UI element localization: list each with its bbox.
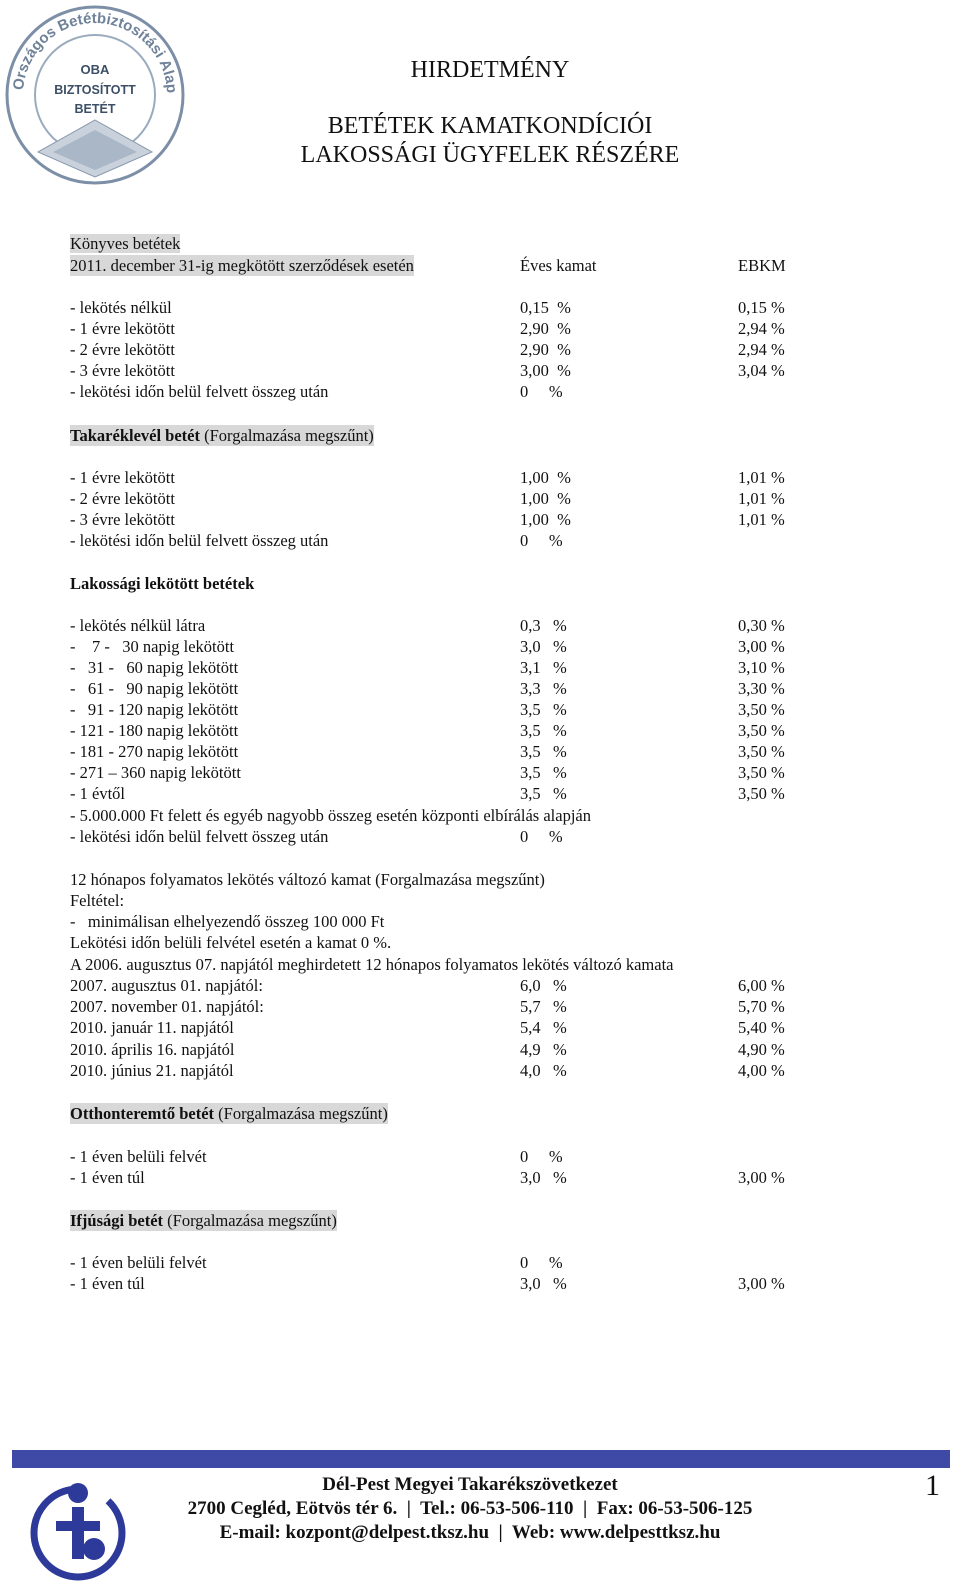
row-rate: 3,5 % xyxy=(520,700,567,719)
row-ebkm: 3,30 % xyxy=(738,679,785,698)
row-rate: 3,1 % xyxy=(520,658,567,677)
footer-address: 2700 Cegléd, Eötvös tér 6. | Tel.: 06-53-506-110 | Fax: 06-53-506-125 xyxy=(187,1498,753,1519)
row-label: 2007. november 01. napjától: xyxy=(70,997,264,1016)
row-label: - 1 éven túl xyxy=(70,1168,145,1187)
row-ebkm: 2,94 % xyxy=(738,319,785,338)
row-label: - 5.000.000 Ft felett és egyéb nagyobb összeg esetén központi elbírálás alapján xyxy=(70,806,591,825)
lakossagi-heading xyxy=(70,573,254,594)
row-label: - 1 éven belüli felvét xyxy=(70,1147,207,1166)
ifjusagi-heading xyxy=(70,1210,337,1231)
row-rate: 3,00 % xyxy=(520,361,571,380)
row-ebkm: 5,40 % xyxy=(738,1018,785,1037)
row-label: - 1 évtől xyxy=(70,784,125,803)
row-rate: 0,3 % xyxy=(520,616,567,635)
row-ebkm: 3,00 % xyxy=(738,1168,785,1187)
page-number: 1 xyxy=(925,1469,940,1502)
row-label: - 1 évre lekötött xyxy=(70,468,175,487)
row-ebkm: 0,30 % xyxy=(738,616,785,635)
row-label: - 1 évre lekötött xyxy=(70,319,175,338)
row-ebkm: 3,50 % xyxy=(738,721,785,740)
row-rate: 2,90 % xyxy=(520,340,571,359)
row-label: - lekötési időn belül felvett összeg után xyxy=(70,531,329,550)
honapos-feltetel: Feltétel: xyxy=(70,891,125,910)
row-label: - lekötési időn belül felvett összeg után xyxy=(70,382,329,401)
row-ebkm: 3,50 % xyxy=(738,700,785,719)
row-rate: 4,0 % xyxy=(520,1061,567,1080)
row-rate: 5,4 % xyxy=(520,1018,567,1037)
row-rate: 2,90 % xyxy=(520,319,571,338)
konyves-heading-text: Könyves betétek xyxy=(70,234,181,253)
row-ebkm: 3,00 % xyxy=(738,1274,785,1293)
col-ebkm-header: EBKM xyxy=(738,256,786,275)
logo-line2: BIZTOSÍTOTT xyxy=(54,83,136,97)
row-rate: 3,0 % xyxy=(520,1274,567,1293)
takareklevel-heading xyxy=(70,425,374,446)
row-label: - lekötés nélkül látra xyxy=(70,616,206,635)
logo-ring-text: Országos Betétbiztosítási Alap xyxy=(10,9,181,94)
row-ebkm: 5,70 % xyxy=(738,997,785,1016)
honapos-note2: A 2006. augusztus 07. napjától meghirdetett 12 hónapos folyamatos lekötés változó kamata xyxy=(70,955,674,974)
lakossagi-heading-text: Lakossági lekötött betétek xyxy=(70,574,255,593)
row-rate: 0 % xyxy=(520,827,563,846)
row-ebkm: 3,50 % xyxy=(738,763,785,782)
row-rate: 0,15 % xyxy=(520,298,571,317)
row-label: - 2 évre lekötött xyxy=(70,489,175,508)
footer-logo xyxy=(28,1475,128,1585)
row-label: 2010. április 16. napjától xyxy=(70,1040,235,1059)
row-ebkm: 6,00 % xyxy=(738,976,785,995)
row-rate: 6,0 % xyxy=(520,976,567,995)
row-rate: 3,3 % xyxy=(520,679,567,698)
col-rate-header: Éves kamat xyxy=(520,256,597,275)
row-rate: 4,9 % xyxy=(520,1040,567,1059)
row-ebkm: 4,90 % xyxy=(738,1040,785,1059)
honapos-heading: 12 hónapos folyamatos lekötés változó kamat (Forgalmazása megszűnt) xyxy=(70,870,545,889)
row-label: - 2 évre lekötött xyxy=(70,340,175,359)
row-ebkm: 1,01 % xyxy=(738,510,785,529)
ifjusagi-heading-rest: (Forgalmazása megszűnt) xyxy=(163,1211,337,1230)
row-label: 2010. január 11. napjától xyxy=(70,1018,234,1037)
row-label: - 121 - 180 napig lekötött xyxy=(70,721,239,740)
row-ebkm: 2,94 % xyxy=(738,340,785,359)
footer-bar xyxy=(12,1450,950,1468)
row-rate: 1,00 % xyxy=(520,510,571,529)
document-title: HIRDETMÉNY xyxy=(410,57,570,83)
row-label: - 3 évre lekötött xyxy=(70,510,175,529)
row-rate: 3,5 % xyxy=(520,763,567,782)
otthon-heading xyxy=(70,1103,388,1124)
row-rate: 0 % xyxy=(520,1253,563,1272)
row-label: - 271 – 360 napig lekötött xyxy=(70,763,241,782)
row-ebkm: 4,00 % xyxy=(738,1061,785,1080)
logo-line3: BETÉT xyxy=(74,102,116,116)
row-label: - 181 - 270 napig lekötött xyxy=(70,742,239,761)
row-rate: 1,00 % xyxy=(520,489,571,508)
row-rate: 3,5 % xyxy=(520,721,567,740)
row-ebkm: 3,00 % xyxy=(738,637,785,656)
row-label: - 3 évre lekötött xyxy=(70,361,175,380)
logo-line1: OBA xyxy=(80,62,110,77)
otthon-heading-rest: (Forgalmazása megszűnt) xyxy=(214,1104,388,1123)
row-label: - lekötési időn belül felvett összeg után xyxy=(70,827,329,846)
row-rate: 0 % xyxy=(520,382,563,401)
row-rate: 5,7 % xyxy=(520,997,567,1016)
ifjusagi-heading-bold: Ifjúsági betét xyxy=(70,1211,164,1230)
document-subtitle-2: LAKOSSÁGI ÜGYFELEK RÉSZÉRE xyxy=(300,142,680,168)
row-rate: 0 % xyxy=(520,1147,563,1166)
footer-company: Dél-Pest Megyei Takarékszövetkezet xyxy=(322,1474,618,1495)
otthon-heading-bold: Otthonteremtő betét xyxy=(70,1104,215,1123)
row-ebkm: 0,15 % xyxy=(738,298,785,317)
row-rate: 1,00 % xyxy=(520,468,571,487)
honapos-note1: Lekötési időn belüli felvétel esetén a kamat 0 %. xyxy=(70,933,392,952)
row-ebkm: 3,04 % xyxy=(738,361,785,380)
row-label: - 1 éven túl xyxy=(70,1274,145,1293)
row-label: 2007. augusztus 01. napjától: xyxy=(70,976,263,995)
row-rate: 0 % xyxy=(520,531,563,550)
konyves-heading xyxy=(70,233,180,254)
row-label: 2010. június 21. napjától xyxy=(70,1061,234,1080)
row-rate: 3,5 % xyxy=(520,784,567,803)
row-label: - lekötés nélkül xyxy=(70,298,172,317)
row-ebkm: 1,01 % xyxy=(738,468,785,487)
takareklevel-heading-bold: Takaréklevél betét xyxy=(70,426,200,445)
document-subtitle-1: BETÉTEK KAMATKONDÍCIÓI xyxy=(327,113,653,139)
takareklevel-heading-rest: (Forgalmazása megszűnt) xyxy=(200,426,374,445)
row-ebkm: 1,01 % xyxy=(738,489,785,508)
footer-contact: E-mail: kozpont@delpest.tksz.hu | Web: www.delpesttksz.hu xyxy=(219,1522,721,1543)
row-label: - 7 - 30 napig lekötött xyxy=(70,637,235,656)
row-ebkm: 3,10 % xyxy=(738,658,785,677)
honapos-min: - minimálisan elhelyezendő összeg 100 000 Ft xyxy=(70,912,385,931)
row-rate: 3,5 % xyxy=(520,742,567,761)
row-label: - 31 - 60 napig lekötött xyxy=(70,658,239,677)
row-label: - 61 - 90 napig lekötött xyxy=(70,679,239,698)
konyves-subheading: 2011. december 31-ig megkötött szerződések esetén xyxy=(70,256,414,275)
row-ebkm: 3,50 % xyxy=(738,742,785,761)
row-label: - 1 éven belüli felvét xyxy=(70,1253,207,1272)
row-rate: 3,0 % xyxy=(520,637,567,656)
row-ebkm: 3,50 % xyxy=(738,784,785,803)
row-rate: 3,0 % xyxy=(520,1168,567,1187)
row-label: - 91 - 120 napig lekötött xyxy=(70,700,239,719)
